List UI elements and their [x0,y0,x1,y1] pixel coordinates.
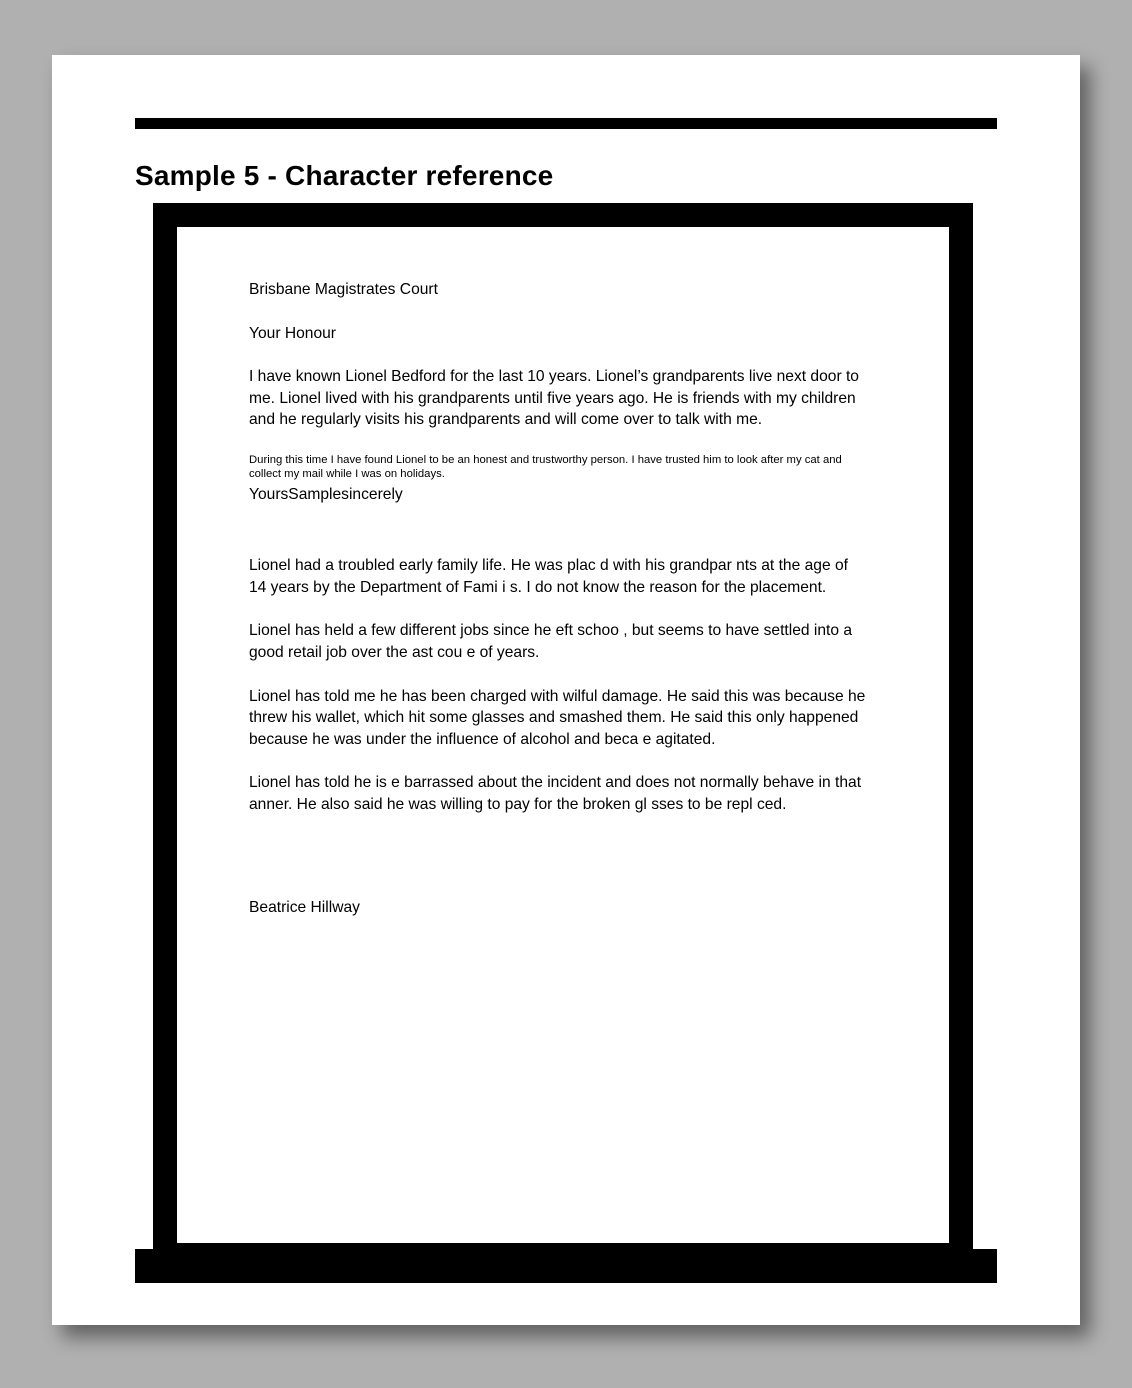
footer-rule [135,1249,997,1283]
page-title: Sample 5 - Character reference [135,160,554,191]
letter-page [177,227,949,1243]
letter-signature-name: Beatrice Hillway [249,899,360,917]
letter-recipient-court: Brisbane Magistrates Court [249,281,438,298]
letter-paragraph-6: Lionel has told he is e barrassed about the incident and does not normally behave in that anner. He also said he was willing to pay for the broken gl sses to be repl ced. [249,774,862,813]
letter-paragraph-5: Lionel has told me he has been charged with wilful damage. He said this was because he threw his wallet, which hit some glasses and smashed them. He said this only happened because he was under the influence of alcohol and beca e agitated. [249,687,866,748]
letter-salutation: Your Honour [249,324,336,342]
letter-paragraph-2: During this time I have found Lionel to be an honest and trustworthy person. I have trusted him to look after my cat and collect my mail while I was on holidays. [249,453,842,481]
letter-paragraph-4: Lionel has held a few different jobs since he eft schoo , but seems to have settled into a good retail job over the ast cou e of years. [249,622,853,661]
letter-frame [153,203,973,1267]
document-page [52,55,1080,1325]
letter-body [249,279,869,919]
letter-paragraph-1: I have known Lionel Bedford for the last 10 years. Lionel’s grandparents live next door to me. Lionel lived with his grandparents until five years ago. He is friends with my children and he regularly visits his grandparents and will come over to talk with me. [249,368,859,429]
document-page-container [52,55,1080,1325]
header-rule [135,118,997,129]
letter-paragraph-3: Lionel had a troubled early family life. He was plac d with his grandpar nts at the age of 14 years by the Department of Fami i s. I do not know the reason for the placement. [249,557,848,596]
letter-signoff: YoursSamplesincerely [249,485,403,503]
